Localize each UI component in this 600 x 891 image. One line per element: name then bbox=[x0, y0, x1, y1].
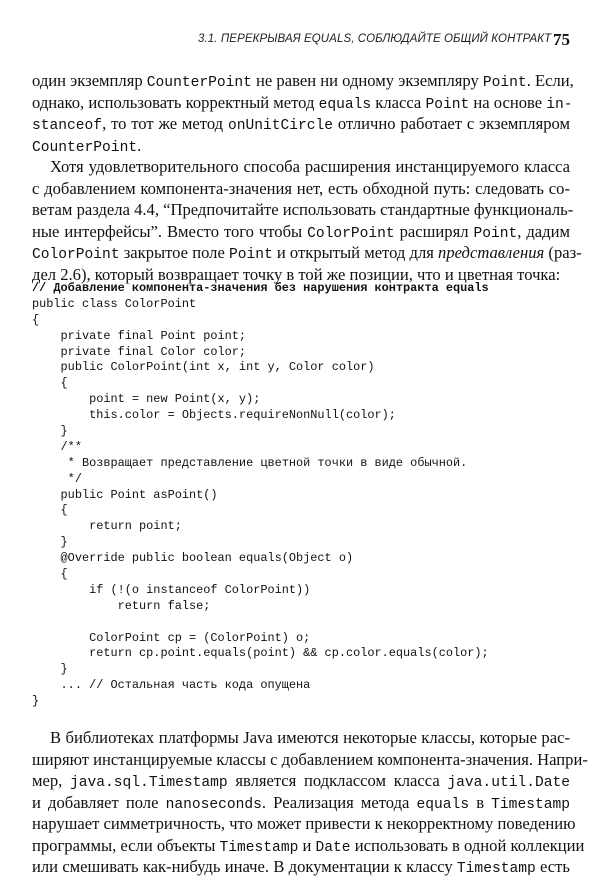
code-line: { bbox=[32, 503, 68, 518]
paragraph-line: ширяют инстанцируемые классы с добавлением компонента-значения. Напри- bbox=[32, 749, 588, 769]
paragraph-line: ные интерфейсы”. Вместо того чтобы ColorPoint расширял Point, дадим bbox=[32, 221, 570, 242]
code-line: public class ColorPoint bbox=[32, 296, 197, 311]
paragraph-2 bbox=[32, 156, 582, 285]
code-line: ... // Остальная часть кода опущена bbox=[32, 678, 311, 693]
paragraph-line: и добавляет поле nanoseconds. Реализация метода equals в Timestamp bbox=[32, 792, 570, 813]
code-line: { bbox=[32, 376, 68, 391]
code-line: private final Color color; bbox=[32, 344, 247, 359]
paragraph-line: с добавлением компонента-значения нет, есть обходной путь: следовать со- bbox=[32, 178, 570, 198]
paragraph-line: ColorPoint закрытое поле Point и открытый метод для представления (раз- bbox=[32, 243, 582, 263]
code-line: return point; bbox=[32, 519, 182, 534]
code-line: return false; bbox=[32, 598, 211, 613]
code-line: ColorPoint cp = (ColorPoint) o; bbox=[32, 630, 311, 645]
code-line: */ bbox=[32, 471, 82, 486]
code-line: /** bbox=[32, 439, 82, 454]
code-line: } bbox=[32, 424, 68, 439]
paragraph-line: нарушает симметричность, что может привести к некорректному поведению bbox=[32, 814, 576, 833]
paragraph-line: CounterPoint. bbox=[32, 135, 142, 156]
paragraph-1 bbox=[32, 70, 574, 156]
code-line: if (!(o instanceof ColorPoint)) bbox=[32, 582, 311, 597]
paragraph-line: мер, java.sql.Timestamp является подклассом класса java.util.Date bbox=[32, 771, 571, 791]
code-line bbox=[32, 615, 572, 631]
code-line: point = new Point(x, y); bbox=[32, 392, 261, 407]
paragraph-line: ветам раздела 4.4, “Предпочитайте использовать стандартные функциональ- bbox=[32, 200, 574, 219]
code-line: { bbox=[32, 567, 68, 582]
paragraph-line: программы, если объекты Timestamp и Date использовать в одной коллекции bbox=[32, 835, 585, 856]
code-listing bbox=[32, 281, 572, 710]
paragraph-line: Хотя удовлетворительного способа расширения инстанцируемого класса bbox=[50, 157, 570, 176]
code-line: private final Point point; bbox=[32, 328, 247, 343]
code-line: @Override public boolean equals(Object o) bbox=[32, 551, 354, 566]
code-line: this.color = Objects.requireNonNull(color); bbox=[32, 408, 396, 423]
code-line: public Point asPoint() bbox=[32, 487, 218, 502]
page-header bbox=[0, 30, 600, 52]
paragraph-line: однако, использовать корректный метод equals класса Point на основе in- bbox=[32, 92, 573, 113]
code-line: { bbox=[32, 312, 40, 327]
paragraph-line: дел 2.6), который возвращает точку в той же позиции, что и цветная точка: bbox=[32, 264, 561, 284]
code-line: } bbox=[32, 694, 40, 709]
paragraph-3 bbox=[32, 727, 588, 878]
paragraph-line: В библиотеках платформы Java имеются некоторые классы, которые рас- bbox=[50, 728, 570, 747]
page-number: 75 bbox=[553, 30, 570, 49]
code-line: // Добавление компонента-значения без нарушения контракта equals bbox=[32, 281, 489, 295]
paragraph-line: stanceof, то тот же метод onUnitCircle отлично работает с экземпляром bbox=[32, 114, 571, 134]
paragraph-line: один экземпляр CounterPoint не равен ни одному экземпляру Point. Если, bbox=[32, 71, 574, 91]
code-line: } bbox=[32, 535, 68, 550]
paragraph-line: или смешивать как-нибудь иначе. В документации к классу Timestamp есть bbox=[32, 857, 570, 877]
code-line: * Возвращает представление цветной точки в виде обычной. bbox=[32, 455, 468, 470]
running-title: 3.1. ПЕРЕКРЫВАЯ EQUALS, СОБЛЮДАЙТЕ ОБЩИЙ КОНТРАКТ bbox=[198, 33, 552, 45]
code-line: return cp.point.equals(point) && cp.color.equals(color); bbox=[32, 646, 489, 661]
code-line: } bbox=[32, 662, 68, 677]
code-line: public ColorPoint(int x, int y, Color color) bbox=[32, 360, 375, 375]
